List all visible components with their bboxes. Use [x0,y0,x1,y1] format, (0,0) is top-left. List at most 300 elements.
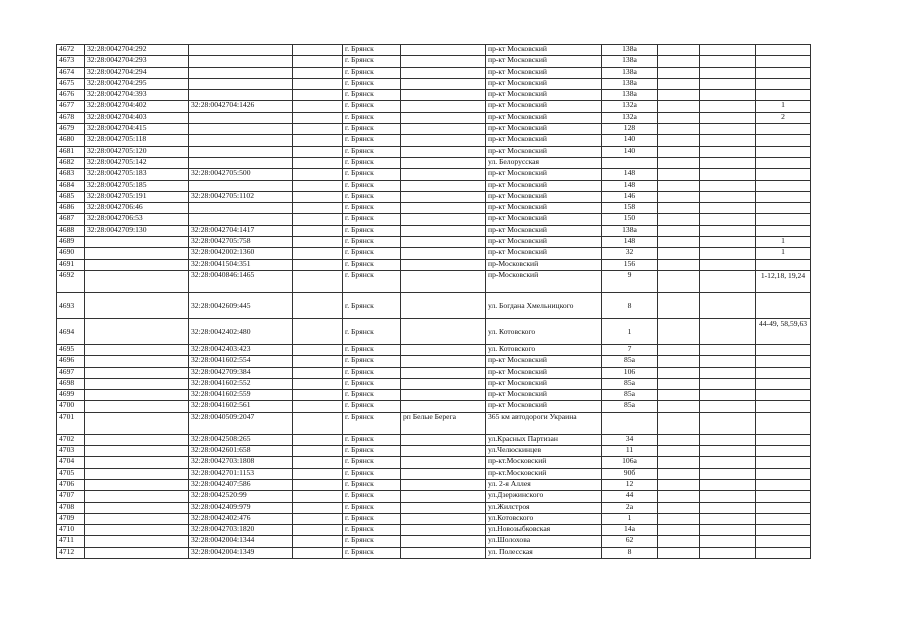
settlement-cell [401,292,486,318]
table-row [57,401,811,412]
extra-cell [658,292,700,318]
apartment-cell [756,457,811,468]
apartment-cell [756,502,811,513]
city-cell: г. Брянск [343,237,401,248]
extra-cell [658,378,700,389]
cadastral-number-cell: 32:28:0042704:415 [85,124,189,135]
building-number-cell [189,214,293,225]
apartment-cell [756,67,811,78]
house-number-cell: 158 [602,203,658,214]
row-number-cell: 4674 [57,67,85,78]
street-cell: пр-кт.Московский [486,468,602,479]
house-number-cell: 85а [602,356,658,367]
city-cell: г. Брянск [343,67,401,78]
extra-cell [293,446,343,457]
building-number-cell: 32:28:0042004:1349 [189,547,293,558]
building-number-cell: 32:28:0042407:586 [189,479,293,490]
building-number-cell: 32:28:0042703:1820 [189,525,293,536]
row-number-cell: 4675 [57,78,85,89]
table-row [57,412,811,434]
cadastral-number-cell: 32:28:0042709:130 [85,225,189,236]
house-number-cell: 85а [602,378,658,389]
cadastral-number-cell [85,401,189,412]
cadastral-number-cell [85,248,189,259]
street-cell: ул.Жилстроя [486,502,602,513]
extra-cell [658,318,700,344]
house-number-cell: 11 [602,446,658,457]
settlement-cell [401,378,486,389]
extra-cell [658,90,700,101]
extra-cell [293,90,343,101]
table-row [57,367,811,378]
city-cell: г. Брянск [343,547,401,558]
extra-cell [293,203,343,214]
extra-cell [293,248,343,259]
row-number-cell: 4705 [57,468,85,479]
extra-cell [293,237,343,248]
cadastral-number-cell: 32:28:0042704:393 [85,90,189,101]
city-cell: г. Брянск [343,135,401,146]
extra-cell [293,124,343,135]
settlement-cell [401,135,486,146]
settlement-cell [401,367,486,378]
street-cell: пр-Московский [486,270,602,292]
row-number-cell: 4688 [57,225,85,236]
row-number-cell: 4687 [57,214,85,225]
building-number-cell: 32:28:0041602:552 [189,378,293,389]
row-number-cell: 4692 [57,270,85,292]
extra-cell [293,412,343,434]
building-number-cell: 32:28:0042402:476 [189,513,293,524]
house-number-cell: 140 [602,135,658,146]
table-row [57,378,811,389]
house-number-cell: 150 [602,214,658,225]
table-row [57,191,811,202]
settlement-cell [401,146,486,157]
row-number-cell: 4679 [57,124,85,135]
apartment-cell [756,479,811,490]
settlement-cell [401,169,486,180]
street-cell: пр-кт Московский [486,225,602,236]
cadastral-number-cell: 32:28:0042704:403 [85,112,189,123]
table-row [57,491,811,502]
building-number-cell: 32:28:0042703:1808 [189,457,293,468]
extra-cell [658,237,700,248]
table-row [57,157,811,168]
house-number-cell: 32 [602,248,658,259]
table-row [57,446,811,457]
row-number-cell: 4703 [57,446,85,457]
apartment-cell [756,214,811,225]
extra-cell [700,56,756,67]
row-number-cell: 4680 [57,135,85,146]
city-cell: г. Брянск [343,191,401,202]
city-cell: г. Брянск [343,259,401,270]
apartment-cell [756,124,811,135]
cadastral-number-cell [85,412,189,434]
row-number-cell: 4704 [57,457,85,468]
building-number-cell: 32:28:0042002:1360 [189,248,293,259]
cadastral-number-cell: 32:28:0042704:292 [85,45,189,56]
building-number-cell: 32:28:0042705:758 [189,237,293,248]
extra-cell [700,78,756,89]
street-cell: ул. Полесская [486,547,602,558]
settlement-cell: рп Белые Берега [401,412,486,434]
building-number-cell [189,112,293,123]
apartment-cell [756,203,811,214]
extra-cell [658,157,700,168]
extra-cell [700,513,756,524]
settlement-cell [401,45,486,56]
building-number-cell [189,135,293,146]
city-cell: г. Брянск [343,56,401,67]
settlement-cell [401,259,486,270]
settlement-cell [401,446,486,457]
house-number-cell: 148 [602,237,658,248]
house-number-cell: 138а [602,67,658,78]
row-number-cell: 4684 [57,180,85,191]
settlement-cell [401,390,486,401]
extra-cell [658,78,700,89]
cadastral-number-cell [85,502,189,513]
street-cell: ул. 2-я Аллея [486,479,602,490]
city-cell: г. Брянск [343,502,401,513]
extra-cell [658,536,700,547]
settlement-cell [401,56,486,67]
extra-cell [293,457,343,468]
building-number-cell: 32:28:0042709:384 [189,367,293,378]
extra-cell [658,112,700,123]
settlement-cell [401,67,486,78]
street-cell: пр-кт Московский [486,237,602,248]
extra-cell [293,547,343,558]
table-row [57,203,811,214]
apartment-cell: 1 [756,237,811,248]
apartment-cell [756,513,811,524]
extra-cell [658,513,700,524]
extra-cell [293,491,343,502]
row-number-cell: 4689 [57,237,85,248]
apartment-cell: 1 [756,101,811,112]
extra-cell [700,525,756,536]
street-cell: пр-кт Московский [486,203,602,214]
cadastral-number-cell: 32:28:0042705:120 [85,146,189,157]
settlement-cell [401,124,486,135]
extra-cell [700,344,756,355]
table-row [57,390,811,401]
extra-cell [658,259,700,270]
cadastral-number-cell [85,468,189,479]
table-row [57,67,811,78]
house-number-cell: 8 [602,292,658,318]
apartment-cell [756,259,811,270]
building-number-cell [189,203,293,214]
row-number-cell: 4678 [57,112,85,123]
data-table [56,44,811,559]
table-row [57,237,811,248]
street-cell: пр-кт Московский [486,367,602,378]
extra-cell [293,259,343,270]
building-number-cell [189,157,293,168]
table-row [57,479,811,490]
street-cell: ул.Новозыбковская [486,525,602,536]
apartment-cell: 1-12,18, 19,24 [756,270,811,292]
street-cell: пр-кт Московский [486,248,602,259]
apartment-cell [756,401,811,412]
cadastral-number-cell [85,525,189,536]
settlement-cell [401,203,486,214]
building-number-cell: 32:28:0042705:500 [189,169,293,180]
extra-cell [293,78,343,89]
building-number-cell [189,78,293,89]
extra-cell [293,56,343,67]
cadastral-number-cell: 32:28:0042705:185 [85,180,189,191]
cadastral-number-cell: 32:28:0042706:46 [85,203,189,214]
city-cell: г. Брянск [343,169,401,180]
row-number-cell: 4700 [57,401,85,412]
house-number-cell: 85а [602,401,658,412]
row-number-cell: 4712 [57,547,85,558]
cadastral-number-cell [85,434,189,445]
apartment-cell [756,180,811,191]
house-number-cell: 138а [602,56,658,67]
street-cell: пр-кт Московский [486,191,602,202]
apartment-cell [756,90,811,101]
cadastral-number-cell: 32:28:0042704:293 [85,56,189,67]
table-row [57,78,811,89]
extra-cell [293,502,343,513]
extra-cell [658,479,700,490]
extra-cell [700,367,756,378]
cadastral-number-cell: 32:28:0042705:142 [85,157,189,168]
city-cell: г. Брянск [343,203,401,214]
city-cell: г. Брянск [343,479,401,490]
row-number-cell: 4685 [57,191,85,202]
building-number-cell: 32:28:0042402:480 [189,318,293,344]
city-cell: г. Брянск [343,270,401,292]
extra-cell [700,45,756,56]
city-cell: г. Брянск [343,344,401,355]
table-row [57,434,811,445]
row-number-cell: 4690 [57,248,85,259]
row-number-cell: 4701 [57,412,85,434]
house-number-cell: 9 [602,270,658,292]
apartment-cell [756,45,811,56]
table-row [57,146,811,157]
cadastral-number-cell [85,547,189,558]
building-number-cell: 32:28:0040509:2047 [189,412,293,434]
building-number-cell: 32:28:0042409:979 [189,502,293,513]
extra-cell [700,390,756,401]
extra-cell [658,225,700,236]
building-number-cell: 32:28:0042004:1344 [189,536,293,547]
settlement-cell [401,513,486,524]
extra-cell [700,146,756,157]
street-cell: пр-кт Московский [486,378,602,389]
street-cell: пр-кт Московский [486,78,602,89]
street-cell: пр-кт Московский [486,56,602,67]
extra-cell [700,434,756,445]
settlement-cell [401,157,486,168]
extra-cell [700,491,756,502]
extra-cell [293,45,343,56]
street-cell: ул. Котовского [486,344,602,355]
apartment-cell [756,378,811,389]
city-cell: г. Брянск [343,225,401,236]
table-row [57,56,811,67]
row-number-cell: 4677 [57,101,85,112]
street-cell: пр-кт Московский [486,101,602,112]
extra-cell [700,412,756,434]
settlement-cell [401,101,486,112]
table-row [57,536,811,547]
street-cell: пр-кт Московский [486,135,602,146]
city-cell: г. Брянск [343,112,401,123]
extra-cell [700,468,756,479]
extra-cell [658,203,700,214]
street-cell: пр-кт Московский [486,45,602,56]
row-number-cell: 4676 [57,90,85,101]
street-cell: пр-кт.Московский [486,457,602,468]
table-row [57,248,811,259]
extra-cell [293,344,343,355]
table-row [57,525,811,536]
cadastral-number-cell [85,292,189,318]
street-cell: ул. Богдана Хмельницкого [486,292,602,318]
settlement-cell [401,491,486,502]
apartment-cell [756,367,811,378]
building-number-cell: 32:28:0041602:561 [189,401,293,412]
extra-cell [700,292,756,318]
table-row [57,90,811,101]
house-number-cell: 148 [602,169,658,180]
cadastral-number-cell [85,378,189,389]
extra-cell [658,412,700,434]
cadastral-number-cell [85,536,189,547]
apartment-cell: 44-49, 58,59,63 [756,318,811,344]
city-cell: г. Брянск [343,378,401,389]
extra-cell [293,468,343,479]
extra-cell [658,169,700,180]
apartment-cell: 1 [756,248,811,259]
apartment-cell [756,412,811,434]
cadastral-number-cell: 32:28:0042705:191 [85,191,189,202]
extra-cell [700,457,756,468]
extra-cell [700,502,756,513]
cadastral-number-cell [85,491,189,502]
extra-cell [658,214,700,225]
street-cell: пр-Московский [486,259,602,270]
apartment-cell [756,56,811,67]
city-cell: г. Брянск [343,525,401,536]
street-cell: ул. Белорусская [486,157,602,168]
extra-cell [293,270,343,292]
row-number-cell: 4702 [57,434,85,445]
row-number-cell: 4682 [57,157,85,168]
city-cell: г. Брянск [343,292,401,318]
street-cell: пр-кт Московский [486,401,602,412]
extra-cell [658,56,700,67]
house-number-cell: 8 [602,547,658,558]
settlement-cell [401,479,486,490]
extra-cell [293,401,343,412]
street-cell: ул.Шолохова [486,536,602,547]
extra-cell [700,237,756,248]
settlement-cell [401,191,486,202]
building-number-cell: 32:28:0042704:1426 [189,101,293,112]
city-cell: г. Брянск [343,536,401,547]
settlement-cell [401,214,486,225]
apartment-cell: 2 [756,112,811,123]
street-cell: 365 км автодороги Украина [486,412,602,434]
cadastral-number-cell: 32:28:0042705:183 [85,169,189,180]
table-row [57,225,811,236]
house-number-cell: 138а [602,225,658,236]
house-number-cell: 7 [602,344,658,355]
house-number-cell: 106 [602,367,658,378]
extra-cell [658,502,700,513]
house-number-cell: 146 [602,191,658,202]
cadastral-number-cell [85,367,189,378]
city-cell: г. Брянск [343,318,401,344]
building-number-cell [189,56,293,67]
house-number-cell: 62 [602,536,658,547]
extra-cell [700,135,756,146]
extra-cell [293,180,343,191]
settlement-cell [401,547,486,558]
house-number-cell: 148 [602,180,658,191]
house-number-cell: 138а [602,45,658,56]
extra-cell [293,479,343,490]
building-number-cell: 32:28:0042609:445 [189,292,293,318]
city-cell: г. Брянск [343,367,401,378]
settlement-cell [401,270,486,292]
cadastral-number-cell [85,513,189,524]
apartment-cell [756,434,811,445]
street-cell: пр-кт Московский [486,180,602,191]
building-number-cell: 32:28:0042701:1153 [189,468,293,479]
settlement-cell [401,468,486,479]
apartment-cell [756,78,811,89]
apartment-cell [756,225,811,236]
table-row [57,457,811,468]
city-cell: г. Брянск [343,157,401,168]
settlement-cell [401,112,486,123]
table-row [57,468,811,479]
extra-cell [658,101,700,112]
cadastral-number-cell [85,479,189,490]
extra-cell [700,225,756,236]
apartment-cell [756,547,811,558]
extra-cell [658,367,700,378]
building-number-cell [189,180,293,191]
building-number-cell [189,90,293,101]
extra-cell [293,356,343,367]
street-cell: пр-кт Московский [486,90,602,101]
cadastral-number-cell: 32:28:0042705:118 [85,135,189,146]
extra-cell [700,180,756,191]
cadastral-number-cell [85,446,189,457]
city-cell: г. Брянск [343,446,401,457]
extra-cell [700,203,756,214]
settlement-cell [401,401,486,412]
extra-cell [293,225,343,236]
extra-cell [700,318,756,344]
city-cell: г. Брянск [343,390,401,401]
apartment-cell [756,356,811,367]
extra-cell [700,157,756,168]
extra-cell [658,270,700,292]
